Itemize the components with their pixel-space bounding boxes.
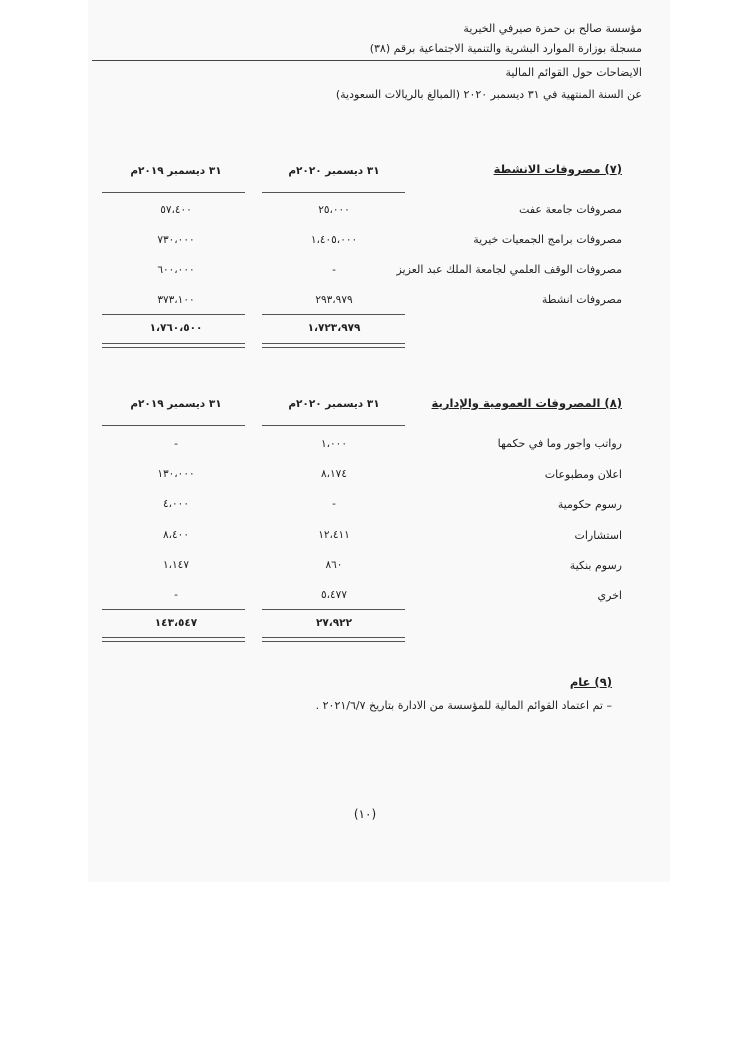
table-row-label: رسوم حكومية [557, 498, 622, 511]
table-cell-2020: ٨٦٠ [325, 559, 343, 571]
table-row-label: استشارات [574, 529, 622, 542]
section-8-col-2020: ٣١ ديسمبر ٢٠٢٠م [288, 398, 380, 410]
table-cell-2020: - [332, 264, 336, 276]
section-8-total-2020: ٢٧،٩٢٢ [315, 617, 353, 629]
table-cell-2020: ٢٩٣،٩٧٩ [315, 294, 353, 306]
table-row-label: مصروفات انشطة [541, 293, 622, 306]
organization-name: مؤسسة صالح بن حمزة صيرفي الخيرية [463, 22, 642, 35]
section-8-title: (٨) المصروفات العمومية والإدارية [431, 396, 622, 410]
section-7-total-double-rule-2019 [102, 343, 245, 348]
table-row-label: اعلان ومطبوعات [544, 468, 622, 481]
section-7-total-2020: ١،٧٢٣،٩٧٩ [307, 322, 361, 334]
section-7-col-2020-rule [262, 192, 405, 193]
table-cell-2020: ٨،١٧٤ [321, 468, 347, 480]
section-7-total-2019: ١،٧٦٠،٥٠٠ [149, 322, 203, 334]
section-8-col-2020-rule [262, 425, 405, 426]
table-cell-2019: ٧٣٠،٠٠٠ [157, 234, 195, 246]
section-7-total-double-rule-2020 [262, 343, 405, 348]
table-cell-2020: ١٢،٤١١ [318, 529, 350, 541]
section-8-col-2019: ٣١ ديسمبر ٢٠١٩م [130, 398, 222, 410]
table-cell-2019: ٥٧،٤٠٠ [160, 204, 192, 216]
registration-line: مسجلة بوزارة الموارد البشرية والتنمية الاجتماعية برقم (٣٨) [369, 42, 642, 55]
table-row-label: رواتب واجور وما في حكمها [497, 437, 622, 450]
table-cell-2019: ٦٠٠،٠٠٠ [157, 264, 195, 276]
table-row-label: مصروفات جامعة عفت [519, 203, 622, 216]
table-row-label: مصروفات الوقف العلمي لجامعة الملك عبد العزيز [396, 263, 622, 276]
section-8-total-double-rule-2019 [102, 637, 245, 642]
table-cell-2019: - [174, 438, 178, 450]
table-cell-2019: ١،١٤٧ [163, 559, 189, 571]
section-7-col-2019-rule [102, 192, 245, 193]
section-8-subtotal-rule-2020 [262, 609, 405, 610]
table-row-label: اخري [597, 589, 622, 602]
table-cell-2019: - [174, 589, 178, 601]
section-8-subtotal-rule-2019 [102, 609, 245, 610]
header-divider [92, 60, 640, 61]
table-row-label: رسوم بنكية [569, 559, 622, 572]
table-cell-2020: ٢٥،٠٠٠ [318, 204, 350, 216]
table-cell-2020: - [332, 498, 336, 510]
table-cell-2019: ٣٧٣،١٠٠ [157, 294, 195, 306]
period-subtitle: عن السنة المنتهية في ٣١ ديسمبر ٢٠٢٠ (المبالغ بالريالات السعودية) [335, 88, 642, 101]
section-7-subtotal-rule-2019 [102, 314, 245, 315]
section-8-total-2019: ١٤٣،٥٤٧ [154, 617, 198, 629]
section-9-note: – تم اعتماد القوائم المالية للمؤسسة من الادارة بتاريخ ٢٠٢١/٦/٧ . [315, 699, 612, 712]
table-cell-2019: ٤،٠٠٠ [163, 498, 189, 510]
section-9-title: (٩) عام [569, 675, 612, 689]
section-8-col-2019-rule [102, 425, 245, 426]
table-cell-2019: ٨،٤٠٠ [163, 529, 189, 541]
table-row-label: مصروفات برامج الجمعيات خيرية [473, 233, 622, 246]
section-8-total-double-rule-2020 [262, 637, 405, 642]
table-cell-2019: ١٣٠،٠٠٠ [157, 468, 195, 480]
section-7-col-2020: ٣١ ديسمبر ٢٠٢٠م [288, 165, 380, 177]
table-cell-2020: ١،٠٠٠ [321, 438, 347, 450]
section-7-title: (٧) مصروفات الانشطة [493, 162, 622, 176]
table-cell-2020: ١،٤٠٥،٠٠٠ [310, 234, 358, 246]
notes-title: الايضاحات حول القوائم المالية [505, 66, 642, 79]
page-number: (١٠) [353, 807, 377, 821]
section-7-col-2019: ٣١ ديسمبر ٢٠١٩م [130, 165, 222, 177]
table-cell-2020: ٥،٤٧٧ [321, 589, 347, 601]
section-7-subtotal-rule-2020 [262, 314, 405, 315]
